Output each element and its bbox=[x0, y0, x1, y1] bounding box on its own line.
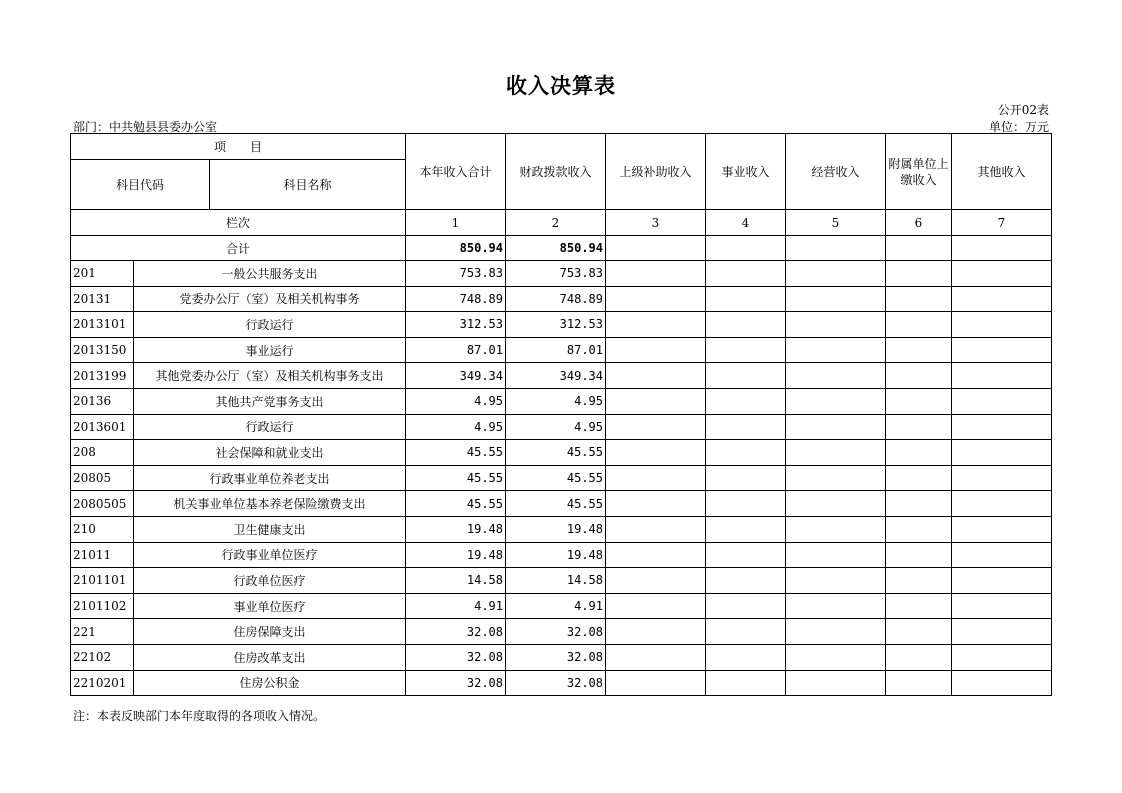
row-total: 4.95 bbox=[406, 388, 506, 414]
empty-cell bbox=[706, 363, 786, 389]
row-fiscal: 748.89 bbox=[506, 286, 606, 312]
header-operating: 经营收入 bbox=[786, 134, 886, 210]
empty-cell bbox=[952, 261, 1052, 287]
empty-cell bbox=[706, 236, 786, 261]
empty-cell bbox=[952, 542, 1052, 568]
subject-code: 2013199 bbox=[71, 363, 134, 389]
index-num: 6 bbox=[886, 210, 952, 236]
subject-code: 22102 bbox=[71, 644, 134, 670]
table-row bbox=[71, 261, 1052, 287]
subject-code: 221 bbox=[71, 619, 134, 645]
row-fiscal: 87.01 bbox=[506, 337, 606, 363]
empty-cell bbox=[786, 542, 886, 568]
index-row bbox=[71, 210, 1052, 236]
empty-cell bbox=[786, 312, 886, 338]
empty-cell bbox=[786, 261, 886, 287]
empty-cell bbox=[886, 388, 952, 414]
row-fiscal: 4.91 bbox=[506, 593, 606, 619]
subject-code: 2101101 bbox=[71, 568, 134, 594]
empty-cell bbox=[606, 542, 706, 568]
row-total: 32.08 bbox=[406, 644, 506, 670]
header-affiliated: 附属单位上缴收入 bbox=[886, 134, 952, 210]
subject-code: 2013601 bbox=[71, 414, 134, 440]
empty-cell bbox=[606, 414, 706, 440]
empty-cell bbox=[786, 644, 886, 670]
row-fiscal: 349.34 bbox=[506, 363, 606, 389]
empty-cell bbox=[706, 644, 786, 670]
subject-code: 20136 bbox=[71, 388, 134, 414]
empty-cell bbox=[886, 619, 952, 645]
unit-label: 单位：万元 bbox=[988, 120, 1049, 134]
table-row bbox=[71, 312, 1052, 338]
empty-cell bbox=[952, 568, 1052, 594]
empty-cell bbox=[606, 388, 706, 414]
empty-cell bbox=[886, 670, 952, 696]
header-total: 本年收入合计 bbox=[406, 134, 506, 210]
empty-cell bbox=[886, 363, 952, 389]
empty-cell bbox=[706, 670, 786, 696]
table-row bbox=[71, 644, 1052, 670]
index-num: 5 bbox=[786, 210, 886, 236]
table-row bbox=[71, 414, 1052, 440]
total-fiscal: 850.94 bbox=[506, 236, 606, 261]
subject-name: 机关事业单位基本养老保险缴费支出 bbox=[134, 491, 406, 517]
empty-cell bbox=[952, 593, 1052, 619]
empty-cell bbox=[886, 312, 952, 338]
table-row bbox=[71, 670, 1052, 696]
row-fiscal: 312.53 bbox=[506, 312, 606, 338]
empty-cell bbox=[886, 644, 952, 670]
empty-cell bbox=[886, 465, 952, 491]
empty-cell bbox=[606, 363, 706, 389]
empty-cell bbox=[886, 516, 952, 542]
row-fiscal: 19.48 bbox=[506, 542, 606, 568]
header-business: 事业收入 bbox=[706, 134, 786, 210]
empty-cell bbox=[606, 440, 706, 466]
empty-cell bbox=[886, 440, 952, 466]
row-fiscal: 32.08 bbox=[506, 670, 606, 696]
empty-cell bbox=[786, 465, 886, 491]
row-total: 32.08 bbox=[406, 619, 506, 645]
empty-cell bbox=[886, 236, 952, 261]
empty-cell bbox=[706, 465, 786, 491]
row-total: 45.55 bbox=[406, 440, 506, 466]
empty-cell bbox=[786, 670, 886, 696]
empty-cell bbox=[952, 440, 1052, 466]
table-row bbox=[71, 568, 1052, 594]
empty-cell bbox=[952, 337, 1052, 363]
empty-cell bbox=[886, 261, 952, 287]
footnote: 注：本表反映部门本年度取得的各项收入情况。 bbox=[73, 709, 326, 723]
row-total: 4.95 bbox=[406, 414, 506, 440]
empty-cell bbox=[606, 465, 706, 491]
subject-code: 201 bbox=[71, 261, 134, 287]
empty-cell bbox=[952, 414, 1052, 440]
empty-cell bbox=[706, 516, 786, 542]
empty-cell bbox=[706, 440, 786, 466]
empty-cell bbox=[786, 593, 886, 619]
subject-name: 党委办公厅（室）及相关机构事务 bbox=[134, 286, 406, 312]
header-fiscal: 财政拨款收入 bbox=[506, 134, 606, 210]
header-other: 其他收入 bbox=[952, 134, 1052, 210]
subject-name: 住房改革支出 bbox=[134, 644, 406, 670]
row-total: 748.89 bbox=[406, 286, 506, 312]
total-label: 合计 bbox=[71, 236, 406, 261]
table-row bbox=[71, 465, 1052, 491]
subject-code: 208 bbox=[71, 440, 134, 466]
subject-name: 一般公共服务支出 bbox=[134, 261, 406, 287]
empty-cell bbox=[706, 619, 786, 645]
empty-cell bbox=[606, 593, 706, 619]
header-name: 科目名称 bbox=[210, 160, 406, 210]
empty-cell bbox=[886, 568, 952, 594]
empty-cell bbox=[886, 286, 952, 312]
empty-cell bbox=[706, 491, 786, 517]
row-fiscal: 4.95 bbox=[506, 414, 606, 440]
table-row bbox=[71, 491, 1052, 517]
row-total: 753.83 bbox=[406, 261, 506, 287]
row-fiscal: 753.83 bbox=[506, 261, 606, 287]
empty-cell bbox=[786, 568, 886, 594]
empty-cell bbox=[706, 414, 786, 440]
empty-cell bbox=[786, 363, 886, 389]
subject-name: 事业单位医疗 bbox=[134, 593, 406, 619]
empty-cell bbox=[952, 670, 1052, 696]
empty-cell bbox=[952, 363, 1052, 389]
subject-code: 2080505 bbox=[71, 491, 134, 517]
empty-cell bbox=[886, 337, 952, 363]
empty-cell bbox=[706, 261, 786, 287]
empty-cell bbox=[886, 593, 952, 619]
empty-cell bbox=[952, 236, 1052, 261]
row-total: 19.48 bbox=[406, 542, 506, 568]
total-row bbox=[71, 236, 1052, 261]
row-fiscal: 4.95 bbox=[506, 388, 606, 414]
subject-name: 其他共产党事务支出 bbox=[134, 388, 406, 414]
table-row bbox=[71, 516, 1052, 542]
table-row bbox=[71, 286, 1052, 312]
empty-cell bbox=[952, 312, 1052, 338]
empty-cell bbox=[952, 644, 1052, 670]
table-row bbox=[71, 619, 1052, 645]
empty-cell bbox=[886, 542, 952, 568]
subject-name: 行政运行 bbox=[134, 312, 406, 338]
empty-cell bbox=[706, 312, 786, 338]
empty-cell bbox=[706, 286, 786, 312]
empty-cell bbox=[952, 465, 1052, 491]
empty-cell bbox=[952, 286, 1052, 312]
empty-cell bbox=[606, 644, 706, 670]
empty-cell bbox=[606, 516, 706, 542]
subject-name: 住房公积金 bbox=[134, 670, 406, 696]
row-total: 349.34 bbox=[406, 363, 506, 389]
header-item: 项 目 bbox=[71, 134, 406, 160]
row-total: 45.55 bbox=[406, 465, 506, 491]
table-row bbox=[71, 388, 1052, 414]
subject-code: 2101102 bbox=[71, 593, 134, 619]
empty-cell bbox=[952, 388, 1052, 414]
subject-code: 20805 bbox=[71, 465, 134, 491]
empty-cell bbox=[706, 337, 786, 363]
empty-cell bbox=[786, 388, 886, 414]
subject-code: 21011 bbox=[71, 542, 134, 568]
empty-cell bbox=[606, 312, 706, 338]
row-total: 14.58 bbox=[406, 568, 506, 594]
row-fiscal: 45.55 bbox=[506, 465, 606, 491]
subject-code: 210 bbox=[71, 516, 134, 542]
row-total: 312.53 bbox=[406, 312, 506, 338]
subject-name: 住房保障支出 bbox=[134, 619, 406, 645]
department-label: 部门：中共勉县县委办公室 bbox=[73, 120, 218, 134]
index-num: 3 bbox=[606, 210, 706, 236]
subject-name: 行政事业单位养老支出 bbox=[134, 465, 406, 491]
index-num: 2 bbox=[506, 210, 606, 236]
row-fiscal: 32.08 bbox=[506, 644, 606, 670]
header-code: 科目代码 bbox=[71, 160, 210, 210]
empty-cell bbox=[786, 516, 886, 542]
empty-cell bbox=[786, 236, 886, 261]
row-total: 45.55 bbox=[406, 491, 506, 517]
subject-name: 行政事业单位医疗 bbox=[134, 542, 406, 568]
table-row bbox=[71, 440, 1052, 466]
empty-cell bbox=[706, 388, 786, 414]
row-fiscal: 14.58 bbox=[506, 568, 606, 594]
empty-cell bbox=[886, 491, 952, 517]
total-amount: 850.94 bbox=[406, 236, 506, 261]
subject-name: 事业运行 bbox=[134, 337, 406, 363]
table-row bbox=[71, 542, 1052, 568]
subject-code: 2013150 bbox=[71, 337, 134, 363]
row-total: 19.48 bbox=[406, 516, 506, 542]
subject-name: 其他党委办公厅（室）及相关机构事务支出 bbox=[134, 363, 406, 389]
row-total: 87.01 bbox=[406, 337, 506, 363]
form-number: 公开02表 bbox=[997, 103, 1049, 117]
empty-cell bbox=[886, 414, 952, 440]
income-table bbox=[70, 133, 1052, 696]
row-fiscal: 32.08 bbox=[506, 619, 606, 645]
header-upper: 上级补助收入 bbox=[606, 134, 706, 210]
row-total: 32.08 bbox=[406, 670, 506, 696]
empty-cell bbox=[786, 337, 886, 363]
empty-cell bbox=[606, 619, 706, 645]
index-num: 4 bbox=[706, 210, 786, 236]
row-fiscal: 45.55 bbox=[506, 440, 606, 466]
table-row bbox=[71, 363, 1052, 389]
row-total: 4.91 bbox=[406, 593, 506, 619]
empty-cell bbox=[786, 440, 886, 466]
index-num: 1 bbox=[406, 210, 506, 236]
empty-cell bbox=[786, 491, 886, 517]
table-row bbox=[71, 337, 1052, 363]
empty-cell bbox=[606, 261, 706, 287]
empty-cell bbox=[706, 542, 786, 568]
empty-cell bbox=[606, 670, 706, 696]
subject-name: 社会保障和就业支出 bbox=[134, 440, 406, 466]
empty-cell bbox=[706, 593, 786, 619]
row-fiscal: 45.55 bbox=[506, 491, 606, 517]
empty-cell bbox=[706, 568, 786, 594]
empty-cell bbox=[952, 516, 1052, 542]
empty-cell bbox=[786, 414, 886, 440]
row-fiscal: 19.48 bbox=[506, 516, 606, 542]
empty-cell bbox=[606, 337, 706, 363]
subject-code: 20131 bbox=[71, 286, 134, 312]
index-num: 7 bbox=[952, 210, 1052, 236]
empty-cell bbox=[606, 236, 706, 261]
subject-code: 2210201 bbox=[71, 670, 134, 696]
subject-name: 行政运行 bbox=[134, 414, 406, 440]
subject-name: 行政单位医疗 bbox=[134, 568, 406, 594]
empty-cell bbox=[606, 568, 706, 594]
empty-cell bbox=[606, 286, 706, 312]
page-title: 收入决算表 bbox=[506, 73, 616, 98]
empty-cell bbox=[786, 286, 886, 312]
subject-code: 2013101 bbox=[71, 312, 134, 338]
table-row bbox=[71, 593, 1052, 619]
empty-cell bbox=[952, 491, 1052, 517]
subject-name: 卫生健康支出 bbox=[134, 516, 406, 542]
empty-cell bbox=[786, 619, 886, 645]
empty-cell bbox=[952, 619, 1052, 645]
empty-cell bbox=[606, 491, 706, 517]
index-label: 栏次 bbox=[71, 210, 406, 236]
